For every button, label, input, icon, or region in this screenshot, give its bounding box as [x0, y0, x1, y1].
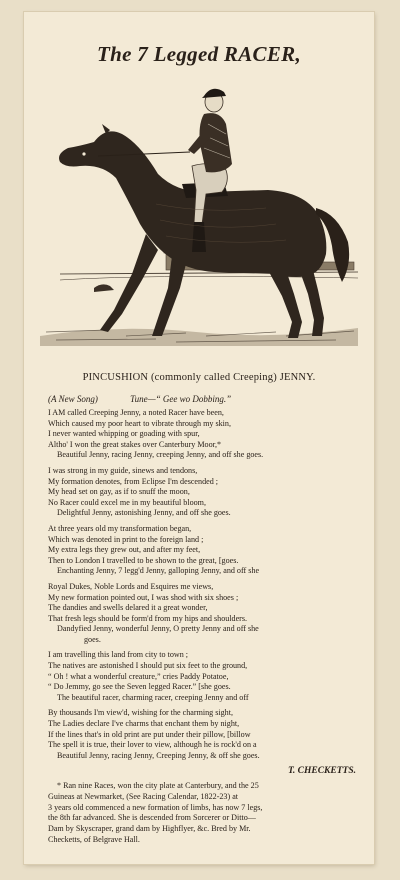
- tune-label: Tune—“ Gee wo Dobbing.”: [130, 394, 232, 404]
- broadside-title: The 7 Legged RACER,: [96, 42, 302, 66]
- author-signature: T. CHECKETTS.: [287, 766, 356, 777]
- stanza: [48, 524, 376, 577]
- chorus-line: Beautiful Jenny, racing Jenny, Creeping Jenny, & off she goes.: [57, 750, 260, 760]
- verse-line: My new formation pointed out, I was shod with six shoes ;: [48, 592, 239, 602]
- stanza: [48, 466, 376, 519]
- verse-line: I AM called Creeping Jenny, a noted Racer have been,: [48, 408, 224, 417]
- verse-line: The natives are astonished I should put six feet to the ground,: [48, 661, 248, 671]
- stanza: [48, 650, 376, 703]
- chorus-line: Dandyfied Jenny, wonderful Jenny, O pretty Jenny and off she: [57, 624, 259, 634]
- broadside-sheet: [24, 12, 374, 864]
- footnote-line: 3 years old commenced a new formation of limbs, has now 7 legs,: [48, 802, 263, 812]
- stanza: [48, 582, 376, 646]
- verse-line: “ Oh ! what a wonderful creature,” cries Paddy Potatoe,: [48, 671, 229, 681]
- footnote-line: * Ran nine Races, won the city plate at Canterbury, and the 25: [57, 781, 259, 790]
- verse-line: The dandies and swells delared it a great wonder,: [48, 603, 208, 613]
- verse-line: I never wanted whipping or goading with spur,: [48, 429, 200, 439]
- chorus-line: The beautiful racer, charming racer, creeping Jenny and off: [57, 692, 249, 702]
- verse-line: My extra legs they grew out, and after my feet,: [48, 545, 201, 555]
- verse-line: The Ladies declare I've charms that enchant them by night,: [48, 719, 240, 729]
- chorus-line: goes.: [84, 634, 101, 644]
- verse-line: Which caused my poor heart to vibrate through my skin,: [48, 418, 231, 428]
- verse-line: I was strong in my guide, sinews and tendons,: [48, 465, 198, 475]
- verse-line: At three years old my transformation began,: [48, 523, 192, 533]
- stanza: [48, 708, 376, 761]
- verse-line: Then to London I travelled to be shown to the great, [goes.: [48, 555, 239, 565]
- verse-line: Which was denoted in print to the foreign land ;: [48, 534, 204, 544]
- song-heading: PINCUSHION (commonly called Creeping) JENNY.: [82, 372, 316, 383]
- verse-line: No Racer could excel me in my beautiful bloom,: [48, 497, 207, 507]
- song-body: [48, 408, 376, 846]
- verse-line: Altho' I won the great stakes over Canterbury Moor,*: [48, 439, 222, 449]
- chorus-line: Delightful Jenny, astonishing Jenny, and off she goes.: [57, 508, 231, 518]
- footnote-line: Checketts, of Belgrave Hall.: [48, 834, 140, 844]
- footnote: [48, 781, 376, 846]
- stanza: [48, 408, 376, 461]
- racehorse-engraving: [36, 74, 362, 354]
- verse-line: The spell it is true, their lover to view, although he is rock'd on a: [48, 740, 257, 750]
- verse-line: By thousands I'm view'd, wishing for the charming sight,: [48, 708, 234, 718]
- verse-line: I am travelling this land from city to town ;: [48, 650, 189, 660]
- song-subheading: [48, 394, 362, 404]
- footnote-line: the 8th far advanced. She is descended from Sorcerer or Ditto—: [48, 813, 256, 823]
- chorus-line: Beautiful Jenny, racing Jenny, creeping Jenny, and off she goes.: [57, 450, 264, 460]
- verse-line: That fresh legs should be form'd from my hips and shoulders.: [48, 613, 248, 623]
- chorus-line: Enchanting Jenny, 7 legg'd Jenny, galloping Jenny, and off she: [57, 566, 260, 576]
- footnote-line: Dam by Skyscraper, grand dam by Highflyer, &c. Bred by Mr.: [48, 824, 251, 834]
- verse-line: If the lines that's in old print are put under their pillow, [billow: [48, 729, 251, 739]
- verse-line: Royal Dukes, Noble Lords and Esquires me views,: [48, 581, 214, 591]
- song-label: (A New Song): [48, 394, 98, 404]
- footnote-line: Guineas at Newmarket, (See Racing Calendar, 1822-23) at: [48, 791, 239, 801]
- verse-line: “ Do Jemmy, go see the Seven legged Racer.” [she goes.: [48, 682, 231, 692]
- verse-line: My head set on gay, as if to snuff the moon,: [48, 487, 190, 497]
- verse-line: My formation denotes, from Eclipse I'm descended ;: [48, 476, 219, 486]
